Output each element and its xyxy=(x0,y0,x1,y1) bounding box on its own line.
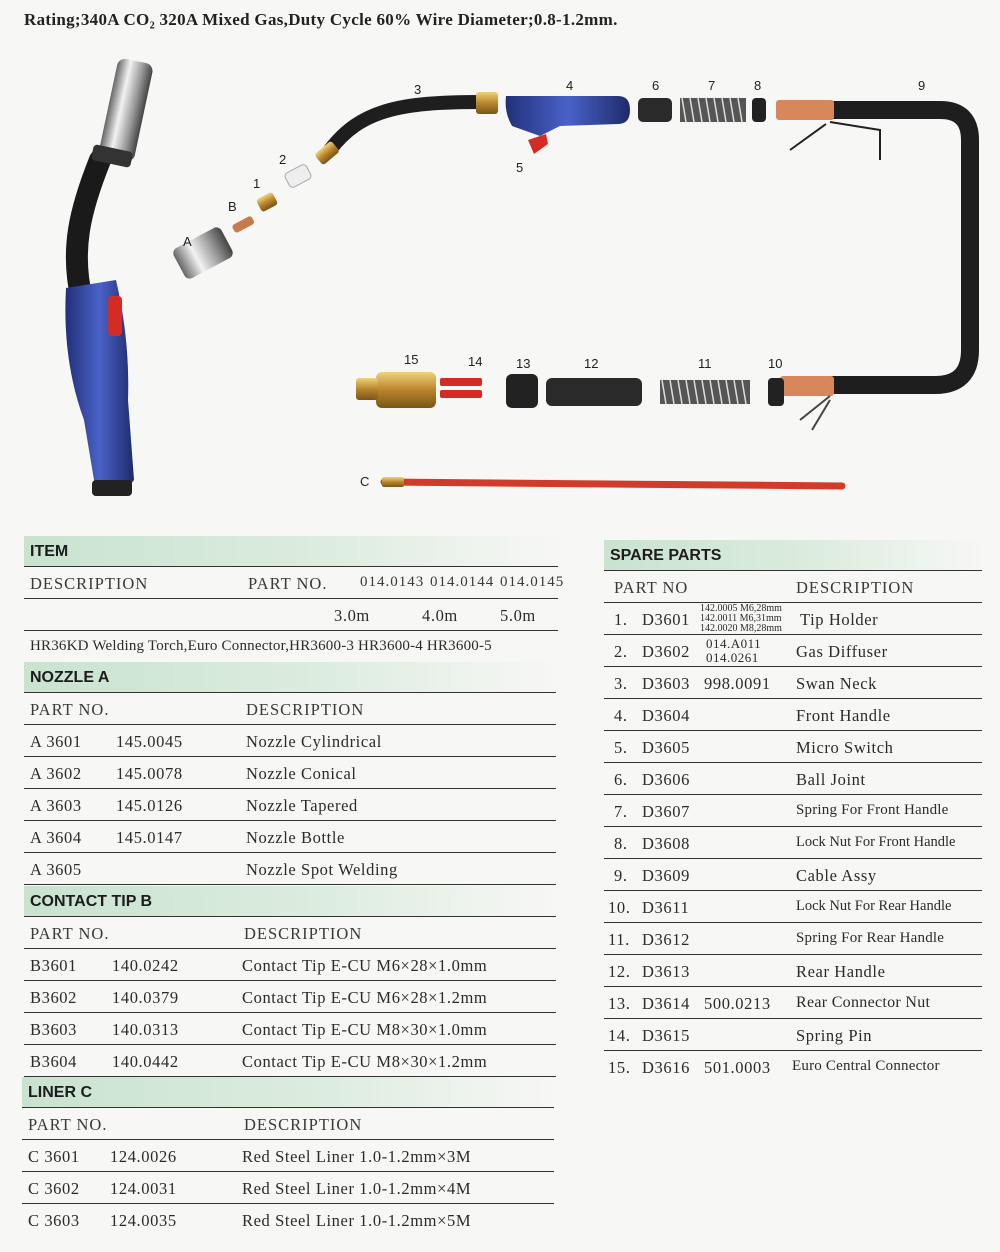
callout-2: 2 xyxy=(279,152,287,167)
table-row xyxy=(24,1013,556,1045)
table-row xyxy=(24,853,556,885)
item-part-no-3: 014.0145 xyxy=(500,574,565,590)
item-description-label: DESCRIPTION xyxy=(30,574,149,593)
table-row xyxy=(24,1045,556,1077)
table-row xyxy=(604,955,982,987)
table-row xyxy=(24,821,556,853)
part-code: D3616 xyxy=(642,1058,690,1077)
part-ref: 140.0242 xyxy=(112,956,179,975)
table-row xyxy=(604,859,982,891)
nozzle-header-row xyxy=(24,693,556,725)
nozzle-table xyxy=(24,662,556,885)
part-code: D3612 xyxy=(642,930,690,949)
contact-tip-table xyxy=(24,886,556,1077)
rear-lock-nut-part xyxy=(768,378,784,406)
table-row xyxy=(22,1204,554,1235)
liner-description-header: DESCRIPTION xyxy=(244,1115,363,1134)
callout-7: 7 xyxy=(708,78,716,93)
callout-6: 6 xyxy=(652,78,660,93)
part-number: 12. xyxy=(608,962,631,981)
spare-parts-section-title: SPARE PARTS xyxy=(604,540,982,571)
part-description: Rear Connector Nut xyxy=(796,994,931,1011)
part-code: D3613 xyxy=(642,962,690,981)
part-code: D3604 xyxy=(642,706,690,725)
part-description: Red Steel Liner 1.0-1.2mm×3M xyxy=(242,1147,472,1166)
callout-11: 11 xyxy=(698,356,712,371)
part-description: Front Handle xyxy=(796,706,891,725)
table-row xyxy=(604,635,982,667)
liner-section-title: LINER C xyxy=(22,1077,554,1108)
table-row xyxy=(24,725,556,757)
table-row xyxy=(604,667,982,699)
table-row xyxy=(604,987,982,1019)
part-description: Gas Diffuser xyxy=(796,642,888,661)
callout-14: 14 xyxy=(468,354,483,369)
part-code: D3615 xyxy=(642,1026,690,1045)
part-code: C 3602 xyxy=(28,1179,80,1198)
part-description: Contact Tip E-CU M8×30×1.2mm xyxy=(242,1052,488,1071)
spring-pin-part xyxy=(440,378,482,398)
table-row xyxy=(24,981,556,1013)
nozzle-part xyxy=(171,225,235,280)
table-row xyxy=(604,763,982,795)
part-description: Nozzle Tapered xyxy=(246,796,358,815)
tip-holder-part xyxy=(256,192,278,213)
part-description: Nozzle Cylindrical xyxy=(246,732,382,751)
part-code: D3607 xyxy=(642,802,690,821)
table-row xyxy=(24,757,556,789)
part-description: Red Steel Liner 1.0-1.2mm×5M xyxy=(242,1211,472,1230)
part-code: B3603 xyxy=(30,1020,78,1039)
part-code: B3602 xyxy=(30,988,78,1007)
part-description: Contact Tip E-CU M6×28×1.0mm xyxy=(242,956,488,975)
part-number: 1. xyxy=(614,610,628,629)
part-ref: 140.0313 xyxy=(112,1020,179,1039)
part-description: Rear Handle xyxy=(796,962,886,981)
table-row xyxy=(604,891,982,923)
part-ref-line: 142.0005 M6,28mm xyxy=(700,603,782,614)
item-length-row xyxy=(24,599,558,631)
part-ref-line: 142.0011 M6,31mm xyxy=(700,613,782,624)
callout-15: 15 xyxy=(404,352,419,367)
part-description: Spring For Rear Handle xyxy=(796,930,945,946)
nozzle-section-title: NOZZLE A xyxy=(24,662,556,693)
part-description: Red Steel Liner 1.0-1.2mm×4M xyxy=(242,1179,472,1198)
table-row xyxy=(24,789,556,821)
rear-handle-part xyxy=(546,378,642,406)
contact-tip-part xyxy=(231,215,255,233)
part-ref: 998.0091 xyxy=(704,674,771,693)
part-number: 8. xyxy=(614,834,628,853)
part-ref: 500.0213 xyxy=(704,994,771,1013)
callout-8: 8 xyxy=(754,78,762,93)
part-code: B3604 xyxy=(30,1052,78,1071)
table-row xyxy=(604,603,982,635)
part-description: Lock Nut For Rear Handle xyxy=(796,898,952,914)
front-lock-nut-part xyxy=(752,98,766,122)
callout-c: C xyxy=(360,474,370,489)
callout-a: A xyxy=(183,234,192,249)
part-number: 9. xyxy=(614,866,628,885)
contact-tip-part-no-header: PART NO. xyxy=(30,924,110,943)
part-code: A 3604 xyxy=(30,828,82,847)
part-code: D3605 xyxy=(642,738,690,757)
part-ref: 501.0003 xyxy=(704,1058,771,1077)
callout-12: 12 xyxy=(584,356,599,371)
contact-tip-header-row xyxy=(24,917,556,949)
rear-connector-nut-part xyxy=(506,374,538,408)
part-number: 13. xyxy=(608,994,631,1013)
table-row xyxy=(604,827,982,859)
table-row xyxy=(22,1172,554,1204)
part-code: D3601 xyxy=(642,610,690,629)
part-number: 4. xyxy=(614,706,628,725)
contact-tip-section-title: CONTACT TIP B xyxy=(24,886,556,917)
part-number: 11. xyxy=(608,930,630,949)
part-description: Contact Tip E-CU M8×30×1.0mm xyxy=(242,1020,488,1039)
part-code: D3611 xyxy=(642,898,690,917)
part-code: A 3605 xyxy=(30,860,82,879)
part-number: 14. xyxy=(608,1026,631,1045)
part-ref: 145.0045 xyxy=(116,732,183,751)
item-part-no-2: 014.0144 xyxy=(430,574,495,590)
part-description: Nozzle Bottle xyxy=(246,828,345,847)
part-description: Lock Nut For Front Handle xyxy=(796,834,956,850)
part-code: D3602 xyxy=(642,642,690,661)
item-part-no-label: PART NO. xyxy=(248,574,328,593)
part-code: D3609 xyxy=(642,866,690,885)
item-part-no-1: 014.0143 xyxy=(360,574,425,590)
callout-4: 4 xyxy=(566,78,574,93)
nozzle-description-header: DESCRIPTION xyxy=(246,700,365,719)
spare-parts-description-header: DESCRIPTION xyxy=(796,578,915,597)
part-number: 3. xyxy=(614,674,628,693)
liner-part xyxy=(384,482,842,486)
table-row xyxy=(604,699,982,731)
part-ref: 124.0031 xyxy=(110,1179,177,1198)
part-description: Euro Central Connector xyxy=(792,1058,940,1074)
callout-13: 13 xyxy=(516,356,531,371)
callout-3: 3 xyxy=(414,82,422,97)
torch-exploded-diagram xyxy=(0,40,1000,500)
table-row xyxy=(604,923,982,955)
part-code: A 3602 xyxy=(30,764,82,783)
micro-switch-part xyxy=(528,134,548,154)
callout-b: B xyxy=(228,199,237,214)
liner-header-row xyxy=(22,1108,554,1140)
part-description: Nozzle Conical xyxy=(246,764,357,783)
part-description: Tip Holder xyxy=(800,610,879,629)
item-summary: HR36KD Welding Torch,Euro Connector,HR3600-3 HR3600-4 HR3600-5 xyxy=(30,638,492,654)
table-row xyxy=(604,1051,982,1082)
part-code: D3603 xyxy=(642,674,690,693)
part-code: C 3601 xyxy=(28,1147,80,1166)
front-spring-part xyxy=(680,98,746,122)
part-ref: 124.0026 xyxy=(110,1147,177,1166)
cable-assy-part xyxy=(830,110,970,385)
part-ref: 145.0126 xyxy=(116,796,183,815)
part-code: D3614 xyxy=(642,994,690,1013)
contact-tip-description-header: DESCRIPTION xyxy=(244,924,363,943)
spare-parts-part-no-header: PART NO xyxy=(614,578,689,597)
part-description: Cable Assy xyxy=(796,866,877,885)
spare-parts-header-row xyxy=(604,571,982,603)
part-code: A 3601 xyxy=(30,732,82,751)
table-row xyxy=(22,1140,554,1172)
part-description: Spring Pin xyxy=(796,1026,873,1045)
swan-neck-part xyxy=(330,102,488,150)
part-number: 6. xyxy=(614,770,628,789)
item-header-row xyxy=(24,567,565,599)
part-number: 5. xyxy=(614,738,628,757)
callout-9: 9 xyxy=(918,78,926,93)
part-description: Micro Switch xyxy=(796,738,894,757)
liner-table xyxy=(22,1077,554,1235)
part-ref: 124.0035 xyxy=(110,1211,177,1230)
item-table xyxy=(24,536,565,662)
callout-10: 10 xyxy=(768,356,783,371)
liner-part-no-header: PART NO. xyxy=(28,1115,108,1134)
item-summary-row xyxy=(24,631,558,662)
part-description: Spring For Front Handle xyxy=(796,802,949,818)
assembled-torch xyxy=(65,57,154,496)
part-ref: 145.0078 xyxy=(116,764,183,783)
part-code: A 3603 xyxy=(30,796,82,815)
callout-5: 5 xyxy=(516,160,524,175)
part-ref: 140.0379 xyxy=(112,988,179,1007)
table-row xyxy=(604,1019,982,1051)
part-ref: 140.0442 xyxy=(112,1052,179,1071)
part-ref-line: 142.0020 M8,28mm xyxy=(700,623,782,634)
spare-parts-table xyxy=(604,540,982,1082)
item-length-3: 5.0m xyxy=(500,606,536,625)
part-description: Contact Tip E-CU M6×28×1.2mm xyxy=(242,988,488,1007)
table-row xyxy=(604,731,982,763)
part-description: Swan Neck xyxy=(796,674,878,693)
rating-header: Rating;340A CO₂ 320A Mixed Gas,Duty Cycle 60% Wire Diameter;0.8-1.2mm. xyxy=(24,10,618,29)
part-number: 2. xyxy=(614,642,628,661)
item-length-2: 4.0m xyxy=(422,606,458,625)
table-row xyxy=(604,795,982,827)
part-ref: 145.0147 xyxy=(116,828,183,847)
table-row xyxy=(24,949,556,981)
euro-connector-part xyxy=(356,372,436,408)
part-number: 10. xyxy=(608,898,631,917)
item-section-title: ITEM xyxy=(24,536,558,567)
gas-diffuser-part xyxy=(284,163,313,188)
callout-1: 1 xyxy=(253,176,261,191)
front-handle-part xyxy=(506,96,630,136)
item-length-1: 3.0m xyxy=(334,606,370,625)
part-code: D3608 xyxy=(642,834,690,853)
part-code: B3601 xyxy=(30,956,78,975)
ball-joint-part xyxy=(638,98,672,122)
part-number: 7. xyxy=(614,802,628,821)
part-code: D3606 xyxy=(642,770,690,789)
part-code: C 3603 xyxy=(28,1211,80,1230)
nozzle-part-no-header: PART NO. xyxy=(30,700,110,719)
part-ref-line: 014.A011 xyxy=(706,636,762,651)
part-description: Ball Joint xyxy=(796,770,866,789)
part-description: Nozzle Spot Welding xyxy=(246,860,398,879)
part-number: 15. xyxy=(608,1058,631,1077)
rear-spring-part xyxy=(660,380,750,404)
part-ref-line: 014.0261 xyxy=(706,650,759,665)
